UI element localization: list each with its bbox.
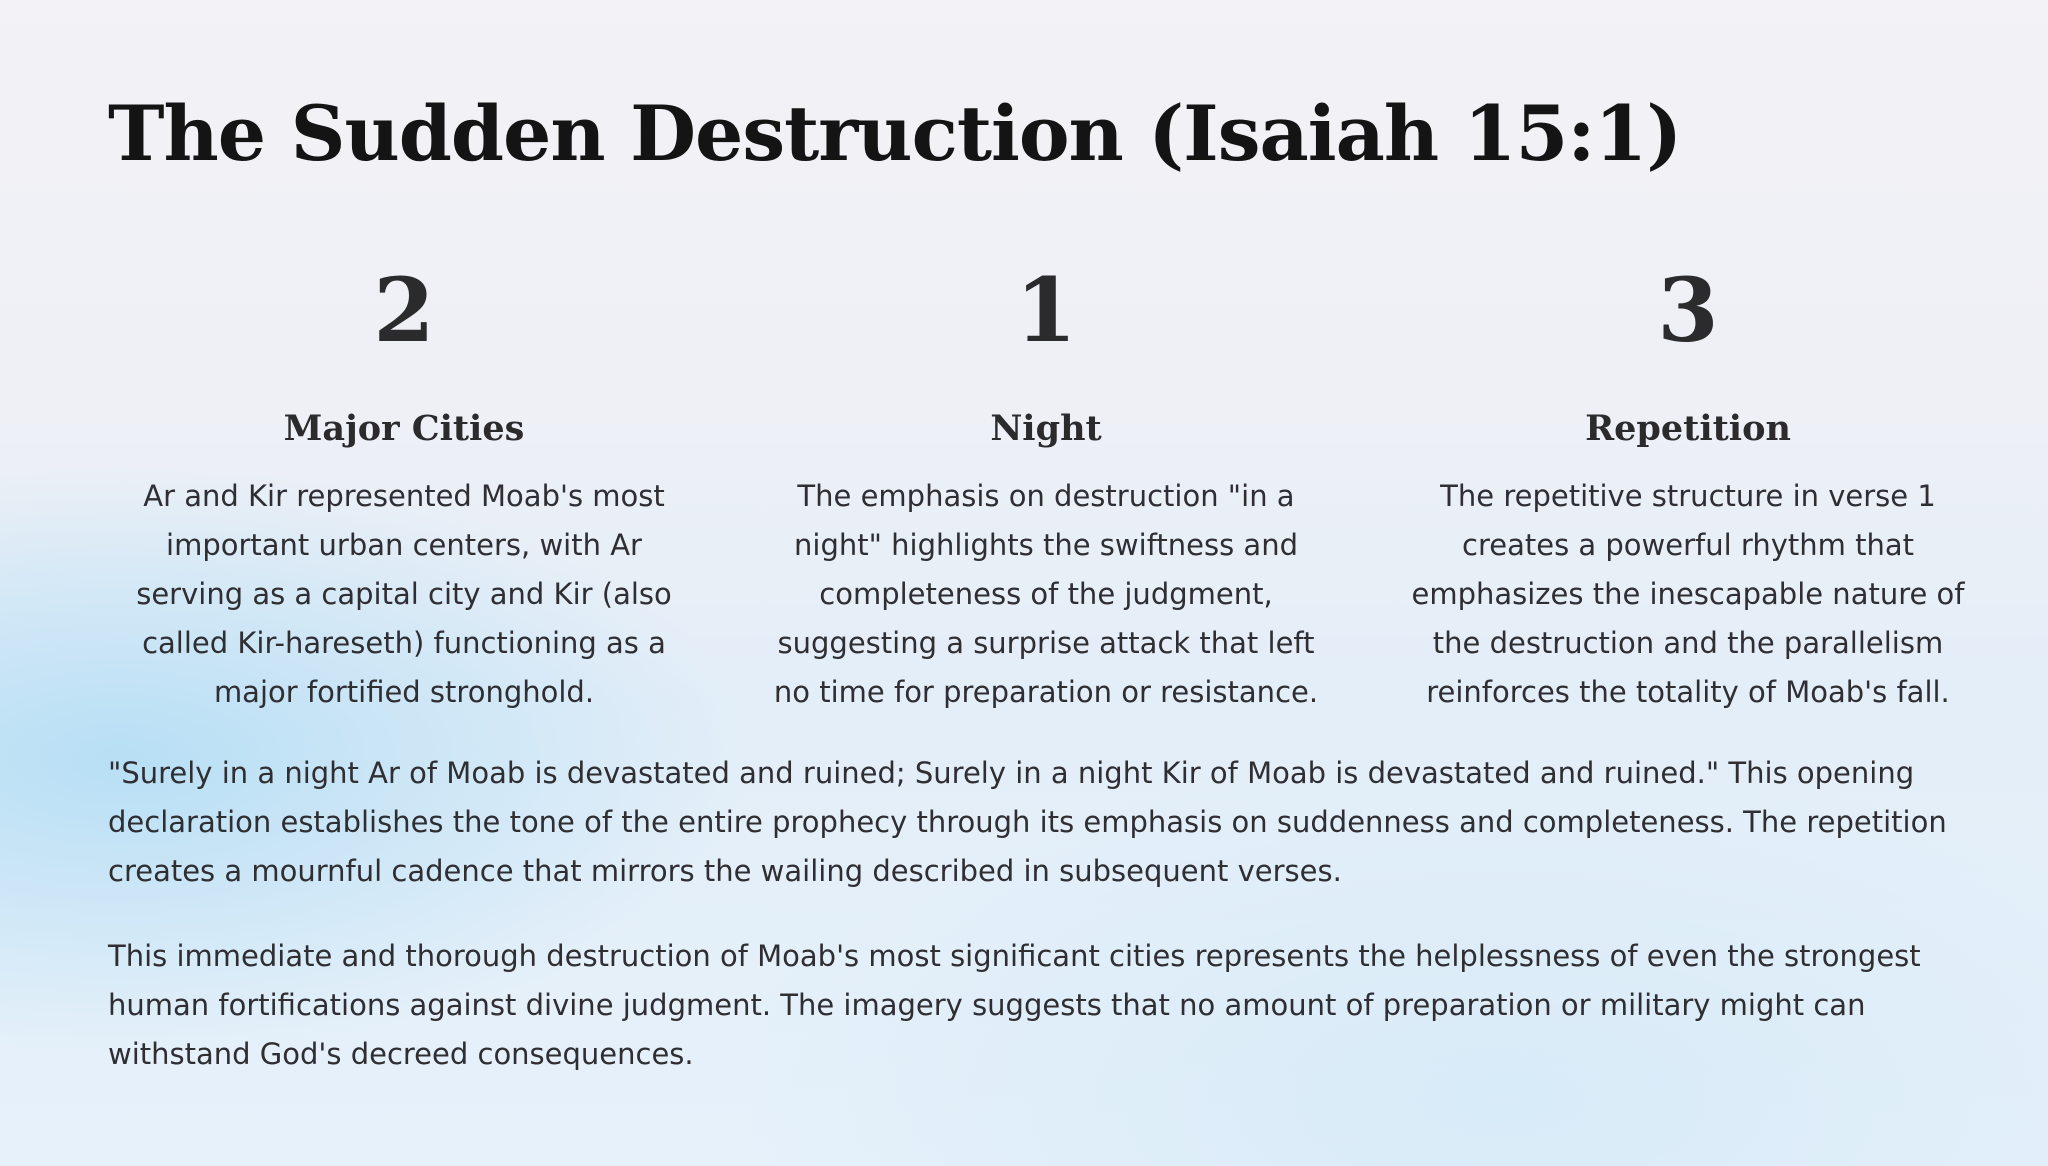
page-title: The Sudden Destruction (Isaiah 15:1)	[108, 89, 1682, 178]
stats-row	[108, 250, 1984, 717]
stat-repetition	[1392, 250, 1984, 717]
stat-number: 3	[1657, 258, 1719, 362]
stat-label: Night	[990, 408, 1102, 449]
stat-description: Ar and Kir represented Moab's most important urban centers, with Ar serving as a capital city and Kir (also called Kir-hareseth) functioning as a major fortified stronghold.	[136, 479, 672, 709]
body-paragraph-conclusion: This immediate and thorough destruction of Moab's most significant cities represents the helplessness of even the strongest human fortifications against divine judgment. The imagery suggests that no amount of preparation or military might can withstand God's decreed consequences.	[108, 939, 1921, 1071]
stat-number: 2	[373, 258, 435, 362]
stat-number: 1	[1015, 258, 1077, 362]
stat-night	[750, 250, 1342, 717]
stat-label: Major Cities	[283, 408, 525, 449]
body-paragraph-quote: "Surely in a night Ar of Moab is devastated and ruined; Surely in a night Kir of Moab is devastated and ruined." This opening declaration establishes the tone of the entire prophecy through its emphasis on suddenness and completeness. The repetition creates a mournful cadence that mirrors the wailing described in subsequent verses.	[108, 756, 1947, 888]
stat-description: The repetitive structure in verse 1 creates a powerful rhythm that emphasizes the inescapable nature of the destruction and the parallelism reinforces the totality of Moab's fall.	[1411, 479, 1965, 709]
stat-major-cities	[108, 250, 700, 717]
stat-label: Repetition	[1585, 408, 1791, 449]
stat-description: The emphasis on destruction "in a night" highlights the swiftness and completeness of the judgment, suggesting a surprise attack that left no time for preparation or resistance.	[773, 479, 1319, 709]
